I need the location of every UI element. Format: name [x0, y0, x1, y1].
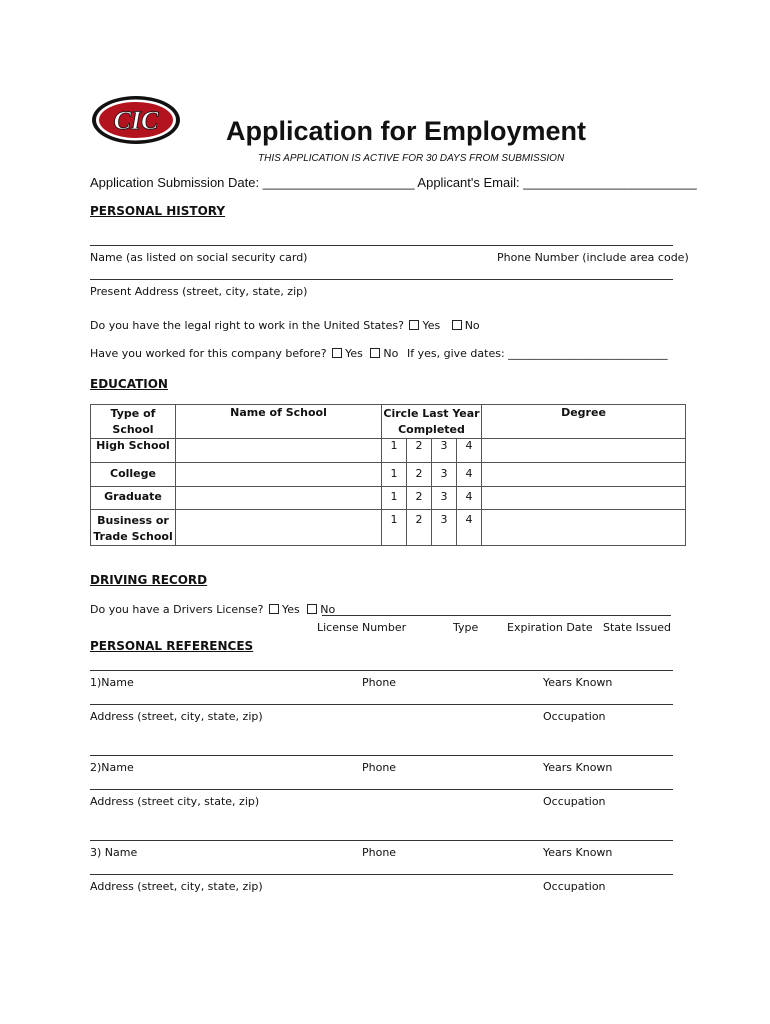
phone-label: Phone Number (include area code)	[497, 251, 689, 264]
year-cell[interactable]: 3	[432, 439, 457, 463]
year-cell[interactable]: 3	[432, 487, 457, 510]
table-row	[91, 463, 686, 487]
year-cell[interactable]: 1	[382, 463, 407, 487]
table-row	[91, 487, 686, 510]
reference-1-address-label: Address (street, city, state, zip)	[90, 710, 263, 723]
address-label: Present Address (street, city, state, zip)	[90, 285, 308, 298]
row-label: Graduate	[91, 487, 176, 510]
reference-1-name-line[interactable]	[90, 670, 673, 671]
legal-right-question	[90, 319, 480, 332]
legal-right-question-text: Do you have the legal right to work in the United States?	[90, 319, 404, 332]
personal-history-heading: PERSONAL HISTORY	[90, 204, 226, 218]
state-issued-label: State Issued	[603, 621, 672, 634]
year-cell[interactable]: 4	[457, 487, 482, 510]
drivers-license-question	[90, 603, 335, 616]
row-label: Business or Trade School	[91, 510, 176, 546]
school-name-cell[interactable]	[176, 487, 382, 510]
table-row	[91, 510, 686, 546]
drivers-license-question-text: Do you have a Drivers License?	[90, 603, 264, 616]
reference-2-occupation-label: Occupation	[543, 795, 606, 808]
reference-3-address-label: Address (street, city, state, zip)	[90, 880, 263, 893]
year-cell[interactable]: 4	[457, 463, 482, 487]
school-name-cell[interactable]	[176, 463, 382, 487]
year-cell[interactable]: 2	[407, 439, 432, 463]
svg-text:CIC: CIC	[113, 106, 159, 135]
year-cell[interactable]: 3	[432, 463, 457, 487]
reference-3-address-line[interactable]	[90, 874, 673, 875]
reference-3-name-label: 3) Name	[90, 846, 138, 859]
reference-1-years-label: Years Known	[543, 676, 613, 689]
worked-yes-label: Yes	[345, 347, 363, 360]
table-row	[91, 439, 686, 463]
reference-3-phone-label: Phone	[362, 846, 397, 859]
col-name-of-school: Name of School	[176, 405, 382, 439]
page-subtitle: THIS APPLICATION IS ACTIVE FOR 30 DAYS FROM SUBMISSION	[258, 153, 565, 164]
reference-2-name-line[interactable]	[90, 755, 673, 756]
name-field-line[interactable]	[90, 245, 673, 246]
education-heading: EDUCATION	[90, 377, 168, 391]
personal-references-heading: PERSONAL REFERENCES	[90, 639, 254, 653]
license-yes-checkbox[interactable]	[269, 604, 279, 614]
reference-2-phone-label: Phone	[362, 761, 397, 774]
reference-3-occupation-label: Occupation	[543, 880, 606, 893]
cic-logo	[90, 94, 182, 146]
school-name-cell[interactable]	[176, 510, 382, 546]
year-cell[interactable]: 4	[457, 439, 482, 463]
license-details-line[interactable]	[322, 615, 671, 616]
year-cell[interactable]: 1	[382, 510, 407, 546]
driving-record-heading: DRIVING RECORD	[90, 573, 208, 587]
degree-cell[interactable]	[482, 463, 686, 487]
reference-1-occupation-label: Occupation	[543, 710, 606, 723]
year-cell[interactable]: 2	[407, 510, 432, 546]
col-degree: Degree	[482, 405, 686, 439]
col-type-of-school: Type of School	[91, 405, 176, 439]
education-table	[90, 404, 686, 546]
degree-cell[interactable]	[482, 510, 686, 546]
expiration-date-label: Expiration Date	[507, 621, 593, 634]
submission-date-email-line[interactable]: Application Submission Date: _____________________ Applicant's Email: ________________________	[90, 175, 697, 190]
col-last-year: Circle Last Year Completed	[382, 405, 482, 439]
year-cell[interactable]: 1	[382, 439, 407, 463]
reference-1-name-label: 1)Name	[90, 676, 134, 689]
year-cell[interactable]: 2	[407, 487, 432, 510]
year-cell[interactable]: 1	[382, 487, 407, 510]
legal-no-checkbox[interactable]	[452, 320, 462, 330]
worked-no-label: No	[383, 347, 399, 360]
legal-no-label: No	[464, 319, 480, 332]
degree-cell[interactable]	[482, 487, 686, 510]
reference-2-address-label: Address (street city, state, zip)	[90, 795, 260, 808]
reference-1-phone-label: Phone	[362, 676, 397, 689]
reference-3-years-label: Years Known	[543, 846, 613, 859]
degree-cell[interactable]	[482, 439, 686, 463]
legal-yes-checkbox[interactable]	[409, 320, 419, 330]
year-cell[interactable]: 4	[457, 510, 482, 546]
reference-3-name-line[interactable]	[90, 840, 673, 841]
year-cell[interactable]: 2	[407, 463, 432, 487]
address-field-line[interactable]	[90, 279, 673, 280]
license-yes-label: Yes	[282, 603, 300, 616]
legal-yes-label: Yes	[422, 319, 441, 332]
license-type-label: Type	[453, 621, 479, 634]
license-no-checkbox[interactable]	[307, 604, 317, 614]
reference-1-address-line[interactable]	[90, 704, 673, 705]
worked-dates-field[interactable]: If yes, give dates: _____________________________	[407, 347, 668, 360]
reference-2-years-label: Years Known	[543, 761, 613, 774]
reference-2-address-line[interactable]	[90, 789, 673, 790]
row-label: College	[91, 463, 176, 487]
license-no-label: No	[320, 603, 336, 616]
reference-2-name-label: 2)Name	[90, 761, 134, 774]
worked-before-question-text: Have you worked for this company before?	[90, 347, 327, 360]
worked-yes-checkbox[interactable]	[332, 348, 342, 358]
page-title: Application for Employment	[226, 116, 587, 146]
worked-no-checkbox[interactable]	[370, 348, 380, 358]
school-name-cell[interactable]	[176, 439, 382, 463]
row-label: High School	[91, 439, 176, 463]
worked-before-question	[90, 347, 398, 360]
license-number-label: License Number	[317, 621, 407, 634]
name-label: Name (as listed on social security card)	[90, 251, 308, 264]
year-cell[interactable]: 3	[432, 510, 457, 546]
